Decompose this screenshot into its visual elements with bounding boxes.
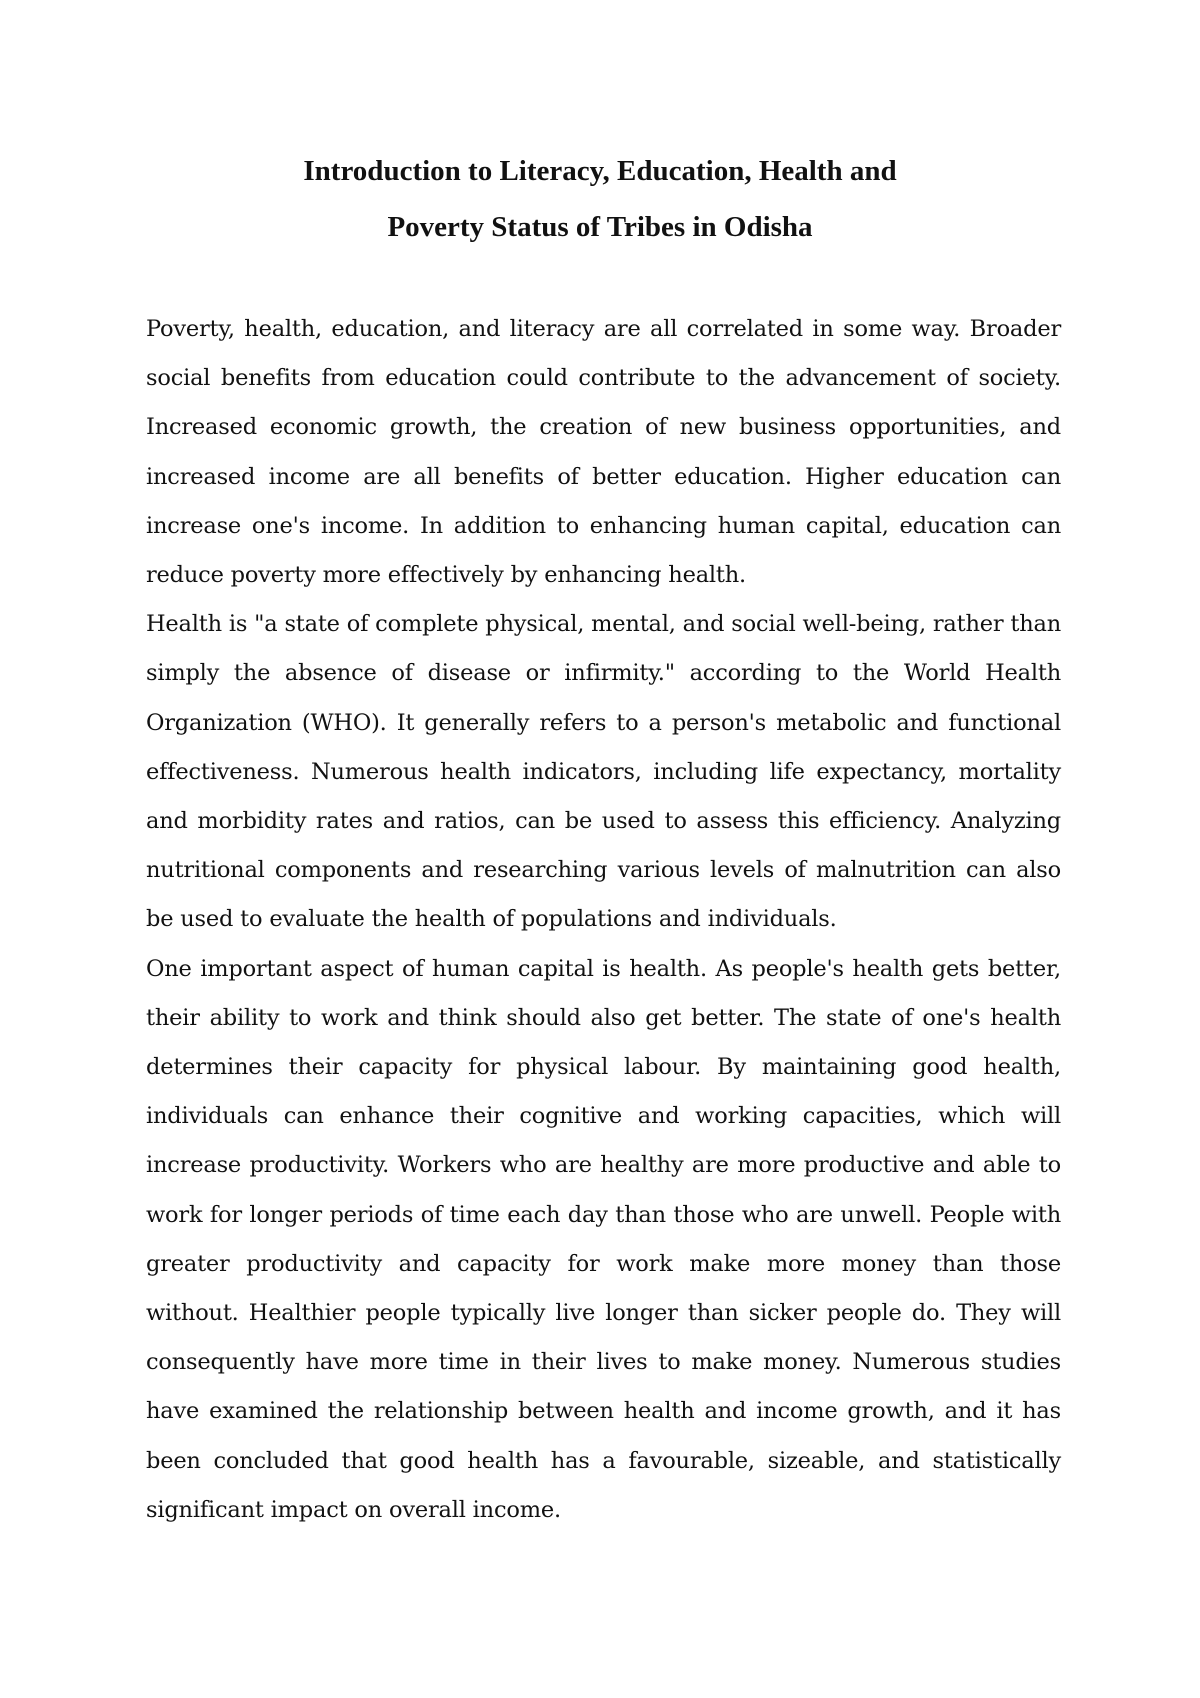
- document-title: [0, 143, 1200, 255]
- paragraph-health-capital: One important aspect of human capital is health. As people's health gets better, their ability to work and think should also get better. The state of one's health determines their capacity for physical labour. By maintaining good health, individuals can enhance their cognitive and working capacities, which will increase productivity. Workers who are healthy are more productive and able to work for longer periods of time each day than those who are unwell. People with greater productivity and capacity for work make more money than those without. Healthier people typically live longer than sicker people do. They will consequently have more time in their lives to make money. Numerous studies have examined the relationship between health and income growth, and it has been concluded that good health has a favourable, sizeable, and statistically significant impact on overall income.: [146, 955, 1061, 1523]
- title-line-2: Poverty Status of Tribes in Odisha: [387, 211, 813, 243]
- paragraph-education: Poverty, health, education, and literacy are all correlated in some way. Broader social benefits from education could contribute to the advancement of society. Increased economic growth, the creation of new business opportunities, and increased income are all benefits of better education. Higher education can increase one's income. In addition to enhancing human capital, education can reduce poverty more effectively by enhancing health.: [146, 316, 1061, 589]
- paragraph-health-definition: Health is "a state of complete physical, mental, and social well-being, rather than simply the absence of disease or infirmity." according to the World Health Organization (WHO). It generally refers to a person's metabolic and functional effectiveness. Numerous health indicators, including life expectancy, mortality and morbidity rates and ratios, can be used to assess this efficiency. Analyzing nutritional components and researching various levels of malnutrition can also be used to evaluate the health of populations and individuals.: [146, 611, 1062, 933]
- body-text: [146, 305, 1061, 1535]
- title-line-1: Introduction to Literacy, Education, Health and: [303, 155, 897, 187]
